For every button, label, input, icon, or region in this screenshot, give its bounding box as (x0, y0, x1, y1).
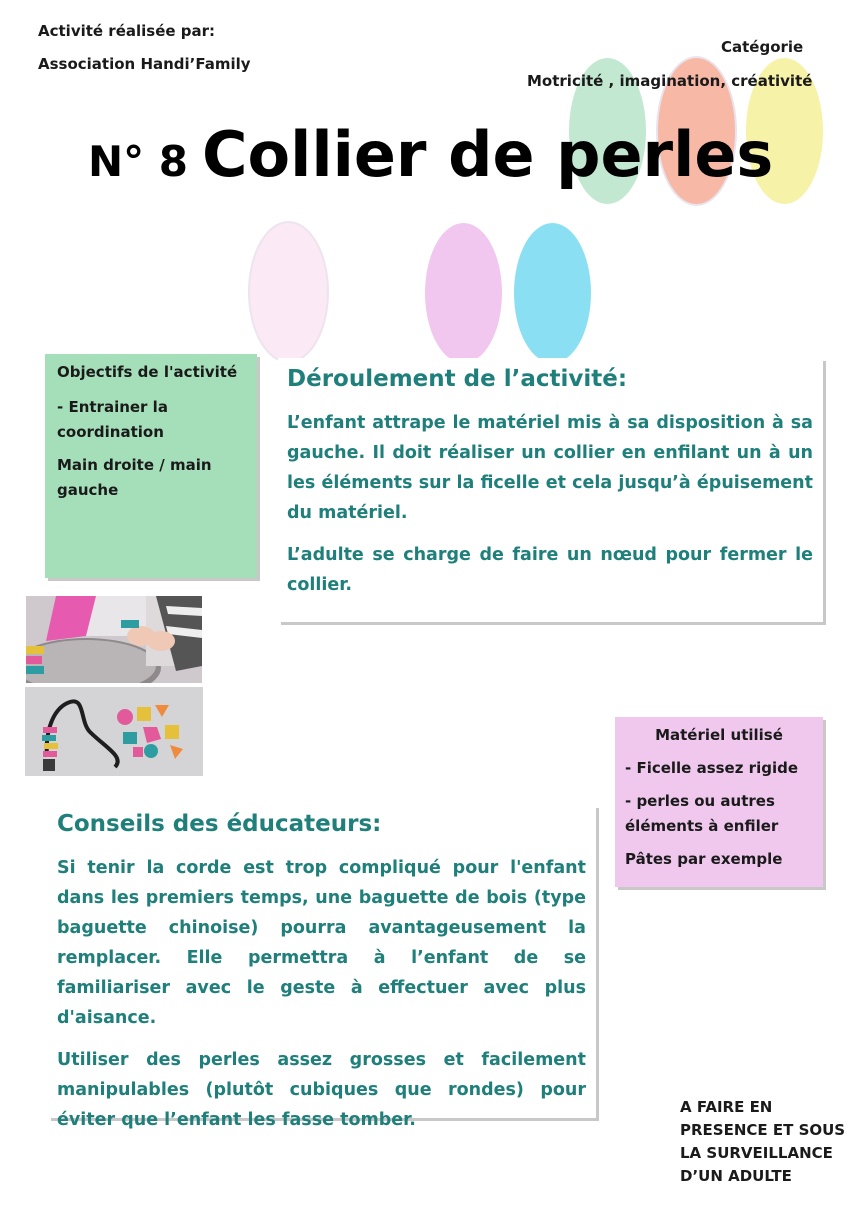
ellipse-pale-pink (250, 223, 327, 361)
conseils-heading: Conseils des éducateurs: (57, 811, 382, 837)
page-title (88, 118, 808, 191)
material-item: - perles ou autres éléments à enfiler (625, 792, 779, 835)
conseils-card (48, 805, 596, 1130)
category-value: Motricité , imagination, créativité (527, 72, 813, 90)
activity-number: N° 8 (88, 137, 188, 186)
material-item: Pâtes par exemple (625, 850, 783, 868)
warning-line: LA SURVEILLANCE (680, 1144, 833, 1162)
safety-warning (680, 1096, 850, 1188)
material-title: Matériel utilisé (655, 726, 783, 744)
conseils-paragraph: Si tenir la corde est trop compliqué pour l'enfant dans les premiers temps, une baguette de bois (type baguette chinoise) pourra avantageusement la remplacer. Elle permettra à l’enfant de se familiariser avec le geste à effectuer avec plus d'aisance. (57, 858, 586, 1028)
conseils-paragraph: Utiliser des perles assez grosses et facilement manipulables (plutôt cubiques que rondes) pour éviter que l’enfant les fasse tomber. (57, 1050, 586, 1130)
ellipse-cyan (514, 223, 591, 363)
warning-line: D’UN ADULTE (680, 1167, 792, 1185)
deroulement-card (278, 358, 823, 622)
realised-by-label: Activité réalisée par: (38, 22, 216, 40)
category-label: Catégorie (721, 38, 804, 56)
material-item: - Ficelle assez rigide (625, 759, 799, 777)
objective-item: Main droite / main gauche (57, 456, 212, 499)
objective-item: - Entrainer la coordination (57, 398, 168, 441)
deroulement-heading: Déroulement de l’activité: (287, 366, 628, 392)
objectives-card (45, 354, 257, 578)
child-threading-photo (26, 596, 202, 683)
objectives-title: Objectifs de l'activité (57, 363, 238, 381)
material-card (615, 717, 823, 887)
deroulement-paragraph: L’adulte se charge de faire un nœud pour fermer le collier. (287, 545, 813, 595)
ellipse-pink (425, 223, 502, 363)
deroulement-paragraph: L’enfant attrape le matériel mis à sa disposition à sa gauche. Il doit réaliser un collier en enfilant un à un les éléments sur la ficelle et cela jusqu’à épuisement du matériel. (287, 413, 813, 523)
warning-line: A FAIRE EN (680, 1098, 773, 1116)
organisation-name: Association Handi’Family (38, 55, 251, 73)
activity-name: Collier de perles (202, 118, 774, 191)
beads-on-table-photo (25, 687, 203, 776)
warning-line: PRESENCE ET SOUS (680, 1121, 846, 1139)
